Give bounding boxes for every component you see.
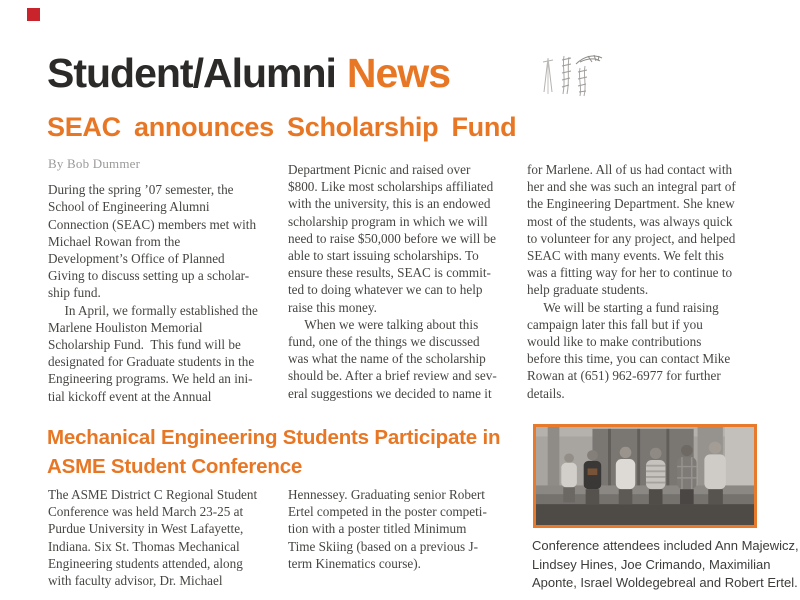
asme-column-1-text: The ASME District C Regional Student Conference was held March 23-25 at Purdue University in West Lafayette, Indiana. Six St. Thomas Mechanical Engineering students attended, along with faculty advisor, Dr. Michael bbox=[48, 487, 258, 589]
conference-group-photo bbox=[533, 424, 757, 528]
asme-column-2-text: Hennessey. Graduating senior Robert Ertel competed in the poster competi- tion with a poster titled Minimum Time Skiing (based on a previous J- term Kinematics course). bbox=[288, 487, 487, 571]
asme-column-2 bbox=[288, 486, 526, 572]
asme-column-1 bbox=[48, 486, 286, 589]
seac-column-3 bbox=[527, 161, 765, 402]
seac-column-1 bbox=[48, 155, 286, 405]
asme-article-heading bbox=[47, 423, 500, 481]
page-title-accent: News bbox=[346, 50, 451, 96]
byline: By Bob Dummer bbox=[48, 156, 141, 171]
seac-column-2 bbox=[288, 161, 526, 402]
seac-column-2-text: Department Picnic and raised over $800. Like most scholarships affiliated with the university, this is an endowed scholarship program in which we will need to raise $50,000 before we will be able to start issuing scholarships. To ensure these results, SEAC is commit- ted to doing whatever we can to help raise this money. When we were talking about this fund, one of the things we discussed was what the name of the scholarship should be. After a brief review and sev- eral suggestions we decided to name it bbox=[288, 162, 497, 401]
seac-column-1-text: During the spring ’07 semester, the School of Engineering Alumni Connection (SEAC) members met with Michael Rowan from the Development’s Office of Planned Giving to discuss setting up a scholar- ship fund. In April, we formally established the Marlene Houliston Memorial Scholarship Fund. This fund will be designated for Graduate students in the Engineering programs. We held an ini- tial kickoff event at the Annual bbox=[48, 182, 258, 404]
pencil-sketch-icon bbox=[536, 48, 608, 102]
asme-heading-line2: ASME Student Conference bbox=[47, 455, 303, 478]
asme-heading-line1: Mechanical Engineering Students Participate in bbox=[47, 426, 501, 449]
seac-article-heading: SEAC announces Scholarship Fund bbox=[47, 112, 517, 142]
seac-column-3-text: for Marlene. All of us had contact with her and she was such an integral part of the Engineering Department. She knew most of the students, was always quick to volunteer for any project, and helped SEAC with many events. We felt this was a fitting way for her to continue to help graduate students. We will be starting a fund raising campaign later this fall but if you would like to make contributions before this time, you can contact Mike Rowan at (651) 962-6977 for further details. bbox=[527, 162, 736, 401]
page-title-main: Student/Alumni bbox=[47, 50, 336, 96]
red-corner-marker bbox=[27, 8, 40, 21]
photo-caption: Conference attendees included Ann Majewicz, Lindsey Hines, Joe Crimando, Maximilian Aponte, Israel Woldegebreal and Robert Ertel. bbox=[532, 538, 799, 590]
page-title bbox=[47, 50, 450, 97]
